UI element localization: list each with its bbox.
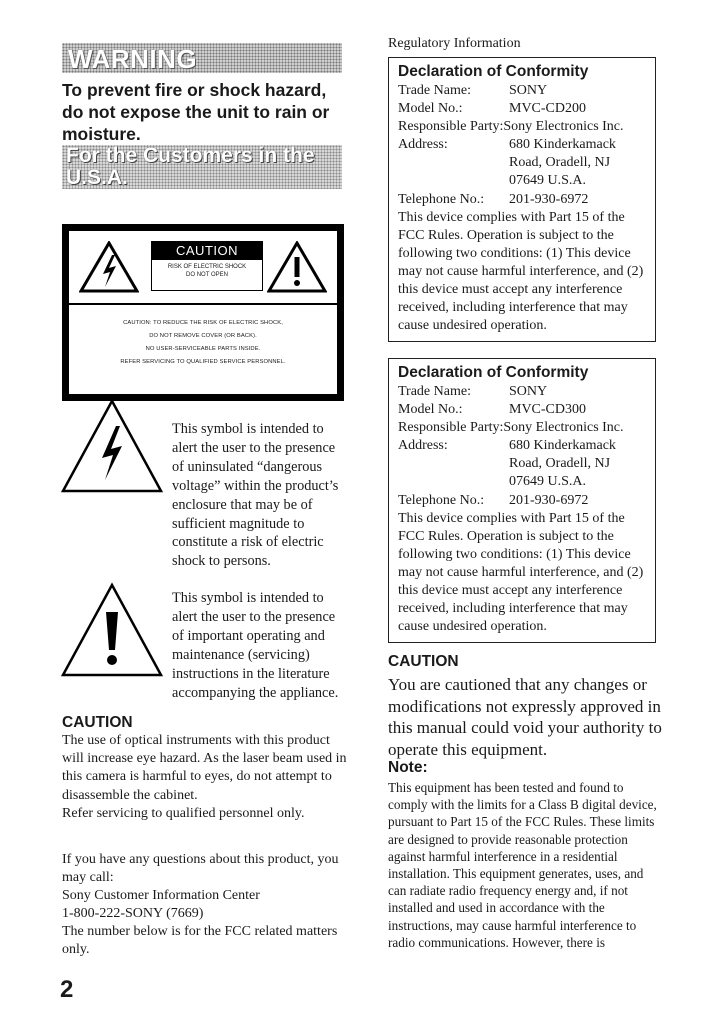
caution-label-center [151,241,263,291]
phone-label: Telephone No.: [398,191,485,207]
warning-banner [62,43,342,73]
trade-name-label: Trade Name: [398,83,471,98]
customer-center-name: Sony Customer Information Center [62,888,260,903]
lightning-warning-icon [79,241,139,293]
caution-label-graphic [62,224,344,401]
party-label: Responsible Party: [398,119,504,135]
usa-banner [62,145,342,189]
warning-title: WARNING [68,44,198,74]
phone-value: 201-930-6972 [509,191,589,207]
declaration-title: Declaration of Conformity [398,364,589,381]
regulatory-header: Regulatory Information [388,36,521,51]
lightning-symbol-icon [60,398,164,494]
refer-text: Refer servicing to qualified personnel only. [62,806,305,821]
note-heading: Note: [388,759,428,776]
usa-title: For the Customers in the U.S.A. [66,144,315,189]
page-number: 2 [60,976,74,1003]
caution-label-line: DO NOT REMOVE COVER (OR BACK). [149,333,257,339]
address-line-3: 07649 U.S.A. [509,474,587,490]
declaration-box-1 [388,57,656,342]
address-line-1: 680 Kinderkamack [509,438,616,454]
caution-label-small-2: DO NOT OPEN [186,272,228,278]
declaration-title: Declaration of Conformity [398,63,589,80]
address-line-1: 680 Kinderkamack [509,137,616,153]
declaration-box-2 [388,358,656,643]
caution-heading-left: CAUTION [62,714,133,731]
caution-text-left: The use of optical instruments with this product will increase eye hazard. As the laser beam used in this camera is harmful to eyes, do not attempt to disassemble the cabinet. [62,733,347,803]
declaration-text: This device complies with Part 15 of the FCC Rules. Operation is subject to the following two conditions: (1) This device may not cause harmful interference, and (2) this device must accept any interference received, including interference that may cause undesired operation. [398,209,644,334]
caution-label-divider [69,303,337,305]
model-value: MVC-CD300 [509,402,587,418]
trade-name-label: Trade Name: [398,384,471,399]
caution-label-title: CAUTION [152,242,262,260]
caution-label-line: CAUTION: TO REDUCE THE RISK OF ELECTRIC SHOCK, [123,320,283,326]
caution-label-line: NO USER-SERVICEABLE PARTS INSIDE. [145,346,261,352]
model-label: Model No.: [398,101,463,117]
fcc-note-text: The number below is for the FCC related matters only. [62,924,338,958]
address-line-3: 07649 U.S.A. [509,173,587,189]
phone-value: 201-930-6972 [509,492,589,508]
lightning-symbol-text: This symbol is intended to alert the user to the presence of uninsulated “dangerous voltage” within the product’s enclosure that may be of sufficient magnitude to constitute a risk of electric shock to persons. [172,421,339,570]
exclamation-symbol-text: This symbol is intended to alert the user to the presence of important operating and maintenance (servicing) instructions in the literature accompanying the appliance. [172,590,339,701]
phone-label: Telephone No.: [398,492,485,508]
address-line-2: Road, Oradell, NJ [509,155,611,171]
model-value: MVC-CD200 [509,101,587,117]
model-label: Model No.: [398,402,463,418]
trade-name-value: SONY [509,83,548,98]
caution-heading-right: CAUTION [388,653,459,670]
caution-label-line: REFER SERVICING TO QUALIFIED SERVICE PERSONNEL. [120,359,286,365]
party-value: Sony Electronics Inc. [503,119,624,135]
declaration-text: This device complies with Part 15 of the FCC Rules. Operation is subject to the following two conditions: (1) This device may not cause harmful interference, and (2) this device must accept any interference received, including interference that may cause undesired operation. [398,510,644,635]
exclamation-warning-icon [267,241,327,293]
customer-center-phone: 1-800-222-SONY (7669) [62,906,204,921]
address-label: Address: [398,438,448,454]
questions-text: If you have any questions about this product, you may call: [62,852,339,886]
party-label: Responsible Party: [398,420,504,436]
caution-label-small-1: RISK OF ELECTRIC SHOCK [167,264,247,270]
exclamation-symbol-icon [60,582,164,678]
trade-name-value: SONY [509,384,548,399]
caution-text-right: You are cautioned that any changes or modifications not expressly approved in this manual could void your authority to operate this equipment. [388,675,662,759]
address-label: Address: [398,137,448,153]
address-line-2: Road, Oradell, NJ [509,456,611,472]
hazard-text: To prevent fire or shock hazard, do not expose the unit to rain or moisture. [62,80,330,144]
note-text: This equipment has been tested and found to comply with the limits for a Class B digital device, pursuant to Part 15 of the FCC Rules. These limits are designed to provide reasonable protection against harmful interference in a residential installation. This equipment generates, uses, and can radiate radio frequency energy and, if not installed and used in accordance with the instructions, may cause harmful interference to radio communications. However, there is [388,780,657,950]
party-value: Sony Electronics Inc. [503,420,624,436]
